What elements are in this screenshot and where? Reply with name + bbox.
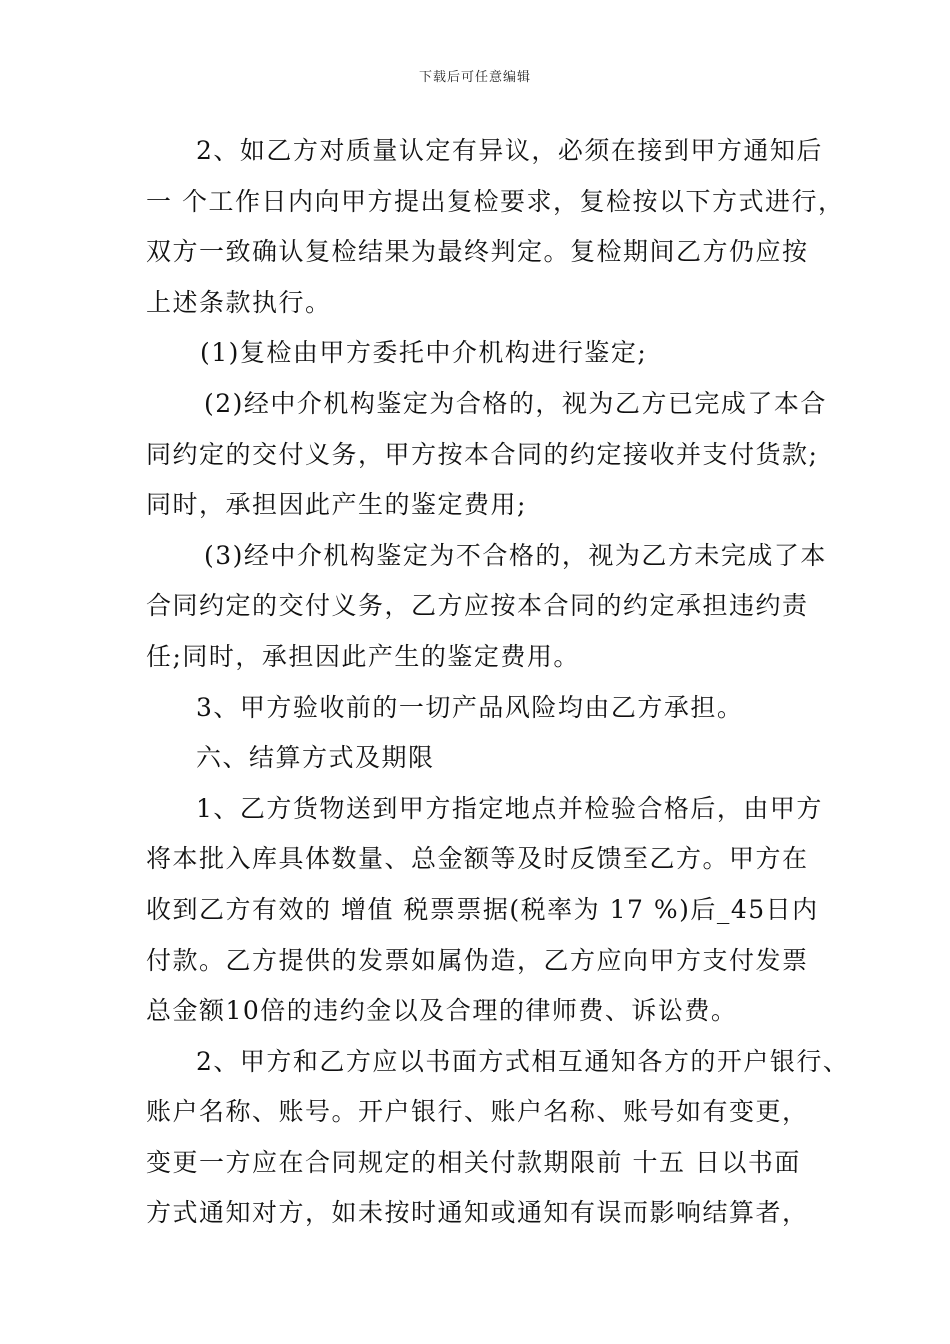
text-line: 同时，承担因此产生的鉴定费用; — [146, 490, 527, 520]
text-line: 收到乙方有效的 增值 税票票据(税率为 17 %)后_45日内 — [146, 894, 819, 924]
text-line: 2、如乙方对质量认定有异议，必须在接到甲方通知后 — [196, 136, 823, 165]
text-line: 将本批入库具体数量、总金额等及时反馈至乙方。甲方在 — [146, 844, 809, 874]
page-header: 下载后可任意编辑 — [418, 70, 531, 85]
text-line: (1)复检由甲方委托中介机构进行鉴定; — [200, 338, 648, 368]
text-line: 变更一方应在合同规定的相关付款期限前 十五 日以书面 — [146, 1147, 801, 1177]
text-line: 同约定的交付义务，甲方按本合同的约定接收并支付货款; — [146, 439, 819, 469]
section-heading: 六、结算方式及期限 — [196, 743, 435, 773]
text-line: 方式通知对方，如未按时通知或通知有误而影响结算者， — [146, 1198, 809, 1228]
text-line: 总金额10倍的违约金以及合理的律师费、诉讼费。 — [146, 996, 738, 1026]
text-line: 账户名称、账号。开户银行、账户名称、账号如有变更， — [146, 1097, 809, 1127]
text-line: 上述条款执行。 — [146, 287, 332, 317]
text-line: (2)经中介机构鉴定为合格的，视为乙方已完成了本合 — [204, 388, 827, 418]
text-line: 任;同时，承担因此产生的鉴定费用。 — [146, 641, 580, 671]
document-body — [146, 126, 850, 1239]
text-line: (3)经中介机构鉴定为不合格的，视为乙方未完成了本 — [204, 540, 827, 570]
text-line: 付款。乙方提供的发票如属伪造，乙方应向甲方支付发票 — [146, 945, 809, 975]
text-line: 3、甲方验收前的一切产品风险均由乙方承担。 — [196, 692, 744, 722]
text-line: 一 个工作日内向甲方提出复检要求，复检按以下方式进行， — [146, 186, 845, 216]
text-line: 双方一致确认复检结果为最终判定。复检期间乙方仍应按 — [146, 237, 809, 267]
text-line: 合同约定的交付义务，乙方应按本合同的约定承担违约责 — [146, 591, 809, 621]
text-line: 1、乙方货物送到甲方指定地点并检验合格后，由甲方 — [196, 793, 823, 823]
text-line: 2、甲方和乙方应以书面方式相互通知各方的开户银行、 — [196, 1046, 850, 1076]
